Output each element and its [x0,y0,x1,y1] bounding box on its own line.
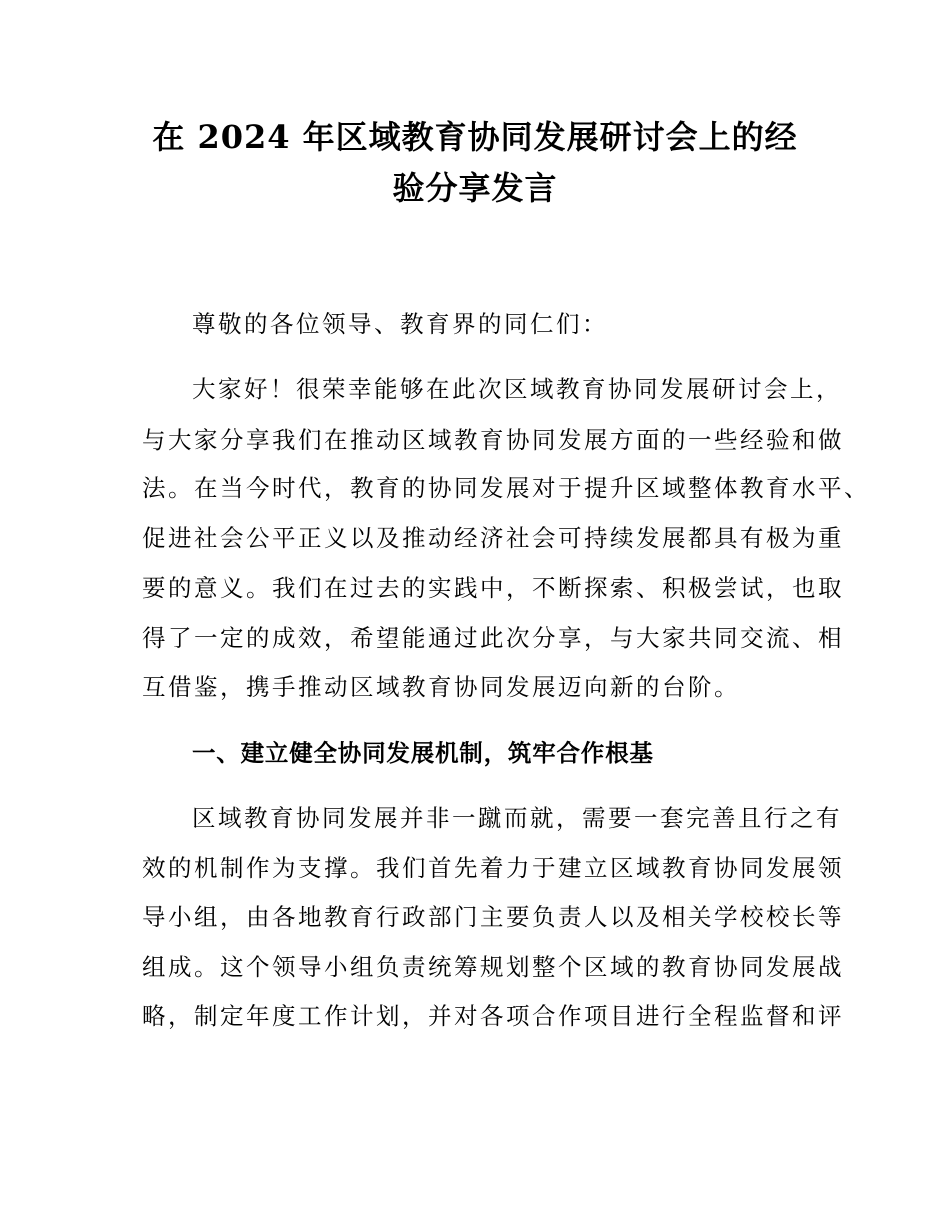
intro-line-2: 与大家分享我们在推动区域教育协同发展方面的一些经验和做 [142,426,844,454]
section-1-line-2: 效的机制作为支撑。我们首先着力于建立区域教育协同发展领 [142,854,844,882]
intro-line-7: 互借鉴，携手推动区域教育协同发展迈向新的台阶。 [142,673,740,701]
section-1-line-5: 略，制定年度工作计划，并对各项合作项目进行全程监督和评 [142,1002,844,1030]
intro-line-6: 得了一定的成效，希望能通过此次分享，与大家共同交流、相 [142,624,844,652]
section-1-line-3: 导小组，由各地教育行政部门主要负责人以及相关学校校长等 [142,903,844,931]
section-1-line-1: 区域教育协同发展并非一蹴而就，需要一套完善且行之有 [192,804,842,832]
salutation: 尊敬的各位领导、教育界的同仁们： [192,310,608,338]
section-1-line-4: 组成。这个领导小组负责统筹规划整个区域的教育协同发展战 [142,953,844,981]
intro-line-5: 要的意义。我们在过去的实践中，不断探索、积极尝试，也取 [142,574,844,602]
intro-line-1: 大家好！很荣幸能够在此次区域教育协同发展研讨会上， [192,375,842,403]
document-title-line-2: 验分享发言 [392,169,558,207]
document-title-line-1: 在 2024 年区域教育协同发展研讨会上的经 [152,118,798,156]
intro-line-4: 促进社会公平正义以及推动经济社会可持续发展都具有极为重 [142,524,844,552]
section-1-heading: 一、建立健全协同发展机制，筑牢合作根基 [192,739,654,767]
intro-line-3: 法。在当今时代，教育的协同发展对于提升区域整体教育水平、 [142,474,870,502]
